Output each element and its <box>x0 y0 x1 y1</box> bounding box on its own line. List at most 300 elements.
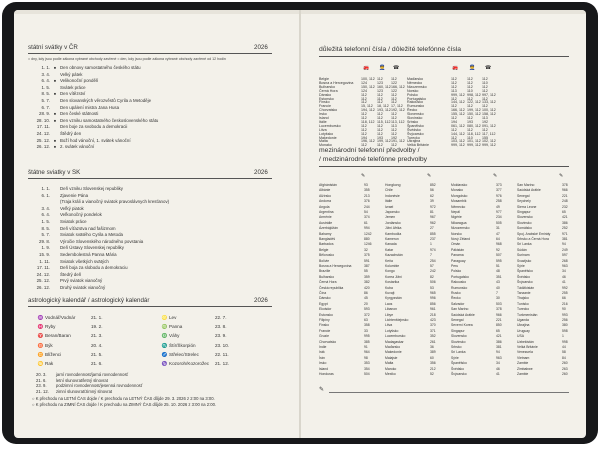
astro-sign-row <box>160 315 231 321</box>
intl-country: Argentina <box>319 210 334 214</box>
intl-code: 356 <box>430 361 436 366</box>
astro-sign-row <box>160 352 231 358</box>
holiday-date: 8. 5. <box>41 91 50 97</box>
intl-country: Norsko <box>451 231 462 236</box>
sk-holiday-row <box>28 265 128 270</box>
phones-cell: Portugalsko <box>407 96 426 101</box>
phones-cell: 110 <box>482 80 488 85</box>
phones-cell: Chorvatsko <box>319 108 338 113</box>
zodiac-name: Rak <box>45 361 54 366</box>
intl-code: 56 <box>430 188 434 193</box>
intl-country: Monako <box>451 188 464 193</box>
phones-cell: 112 <box>391 92 397 97</box>
intl-code: 963 <box>496 355 502 360</box>
phones-cell: 110 <box>467 88 473 93</box>
equinox-text: jarní rovnodennost/jarná rovnodennosť <box>56 372 129 377</box>
zodiac-date: 22. 7. <box>215 315 227 320</box>
astro-sign-row <box>36 333 107 339</box>
intl-country: Seychely <box>517 199 531 204</box>
zodiac-icon: ♈ <box>37 333 44 339</box>
phones-cell: 112 <box>482 96 488 101</box>
intl-country: Libye <box>385 312 394 317</box>
intl-country: Uganda <box>517 318 529 322</box>
phones-cell: 112 <box>482 127 488 132</box>
astro-sign-row <box>36 361 107 367</box>
cz-holiday-row <box>28 105 119 110</box>
sk-holiday-row <box>28 259 109 264</box>
intl-code: 372 <box>364 312 370 317</box>
equinox-date: 21. 12. <box>36 388 49 394</box>
equinox-row <box>36 378 108 383</box>
phones-header-icon: ☎ <box>485 65 492 71</box>
intl-country: Švédsko <box>517 274 531 279</box>
intl-rule <box>319 166 569 167</box>
intl-code: 353 <box>364 361 370 366</box>
phones-cell: Černá Hora <box>319 88 338 93</box>
intl-code: 248 <box>562 199 568 204</box>
holiday-date: 28. 10. <box>36 117 50 123</box>
sk-holiday-row <box>28 226 116 231</box>
intl-code: 595 <box>496 258 502 263</box>
intl-code: 1246 <box>364 242 372 247</box>
intl-code: 389 <box>430 350 436 355</box>
intl-code: 377 <box>496 188 502 193</box>
intl-country: Bangladéš <box>319 237 336 241</box>
holiday-name: Druhý sviatok vianočný <box>60 285 106 290</box>
intl-code: 33 <box>364 328 368 333</box>
left-page <box>14 10 299 438</box>
phones-cell: 160, 112 <box>377 84 391 89</box>
phones-cell: 199, 112 <box>377 139 391 144</box>
intl-code: 373 <box>496 183 502 187</box>
intl-country: Jižní Afrika <box>385 226 402 231</box>
phones-cell: 999, 112 <box>482 143 496 148</box>
phones-cell: 150, 112 <box>361 84 375 89</box>
zodiac-icon: ♏ <box>161 342 168 348</box>
intl-col-pen-icon: ✎ <box>427 173 432 179</box>
intl-country: Ázerbájdžán <box>319 226 338 231</box>
intl-country: Bolívie <box>319 258 330 263</box>
zodiac-name: Blíženci <box>45 351 62 357</box>
phones-cell: Bosna a Hercegovina <box>319 80 354 85</box>
sk-holidays-title: štátne sviatky v SK <box>28 169 81 176</box>
intl-country: Španělsko <box>451 361 467 366</box>
zodiac-name: Střelec/Strelec <box>169 351 199 357</box>
phones-cell: 112 <box>377 143 383 148</box>
intl-country: Tunisko <box>517 301 529 306</box>
intl-country: Hongkong <box>385 183 401 187</box>
sk-holiday-row <box>28 212 102 217</box>
intl-country: Kolumbie <box>385 264 400 268</box>
phones-cell: Itálie <box>319 119 327 124</box>
zodiac-date: 22. 11. <box>215 351 229 357</box>
intl-title-line2: / medzinárodné telefónne predvolby <box>319 156 428 163</box>
phones-title: důležitá telefonní čísla / dôležité telefónne čísla <box>319 46 462 53</box>
intl-country: Slovensko <box>451 334 467 339</box>
intl-code: 965 <box>430 291 436 295</box>
intl-country: Arménie <box>319 215 332 220</box>
phones-header-icon: 👮 <box>379 65 386 71</box>
intl-country: Zambie <box>517 361 529 366</box>
intl-code: 423 <box>430 318 436 322</box>
sk-holiday-row <box>28 245 124 250</box>
phones-cell: Velká Británie <box>407 143 429 148</box>
holiday-date: 28. 9. <box>39 111 50 117</box>
intl-country: Dánsko <box>319 296 331 301</box>
intl-col-pen-icon: ✎ <box>559 173 564 179</box>
intl-code: 385 <box>364 339 370 344</box>
sk-holidays-year: 2026 <box>254 169 268 176</box>
intl-code: 82 <box>430 274 434 279</box>
intl-country: Lotyšsko <box>385 328 399 333</box>
intl-code: 61 <box>364 220 368 225</box>
intl-country: Indonésie <box>385 193 400 198</box>
intl-code: 64 <box>496 237 500 241</box>
phones-cell: 144, 112 <box>451 131 465 136</box>
holiday-mark: ● <box>53 137 57 143</box>
zodiac-date: 23. 9. <box>215 333 227 339</box>
intl-country: Zambie <box>517 372 529 376</box>
cz-holiday-row <box>28 131 81 136</box>
zodiac-date: 21. 12. <box>215 361 230 366</box>
intl-country: Slovinsko <box>451 339 466 344</box>
phones-cell: 998, 112 <box>467 92 481 97</box>
holiday-date: 25. 12. <box>36 137 50 143</box>
zodiac-icon: ♋ <box>37 361 44 366</box>
intl-code: 27 <box>430 226 434 231</box>
intl-code: 971 <box>562 231 568 236</box>
intl-code: 355 <box>364 188 370 193</box>
phones-cell: 112 <box>377 96 383 101</box>
intl-country: Peru <box>451 264 459 268</box>
intl-code: 966 <box>496 312 502 317</box>
sk-holiday-row <box>28 272 81 277</box>
intl-country: Egypt <box>319 301 328 306</box>
intl-code: 57 <box>430 264 434 268</box>
intl-code: 36 <box>430 345 434 349</box>
pen-icon: ✎ <box>319 387 325 393</box>
holiday-name: Štedrý deň <box>60 271 82 277</box>
intl-code: 992 <box>562 285 568 290</box>
intl-country: Maďarsko <box>385 345 401 349</box>
phones-cell: 102, 112 <box>482 139 496 144</box>
phones-cell: 080, 112 <box>467 123 481 128</box>
holiday-name: Deň boja za slobodu a demokraciu <box>60 265 128 271</box>
zodiac-date: 21. 1. <box>91 315 103 320</box>
intl-country: Bosna a Hercegovina <box>319 264 352 268</box>
intl-code: 993 <box>562 312 568 317</box>
phones-cell: 112 <box>391 77 397 81</box>
phones-cell: Irsko <box>319 112 327 117</box>
intl-country: Moldavsko <box>451 183 468 187</box>
phones-cell: 997, 112 <box>482 92 496 97</box>
intl-country: San Marino <box>517 183 535 187</box>
holiday-name: Deň vzniku Slovenskej republiky <box>60 186 123 191</box>
intl-country: Černá Hora <box>319 280 337 285</box>
holiday-name: Velký pátek <box>60 71 83 77</box>
intl-code: 249 <box>562 247 568 252</box>
zodiac-date: 21. 3. <box>91 333 103 339</box>
intl-country: Rakousko <box>451 280 467 285</box>
intl-country: Slovensko <box>517 215 533 220</box>
intl-country: Írán <box>319 355 325 360</box>
zodiac-icon: ♉ <box>37 342 44 348</box>
phones-cell: 118, 112 <box>361 119 375 124</box>
intl-code: 34 <box>496 361 500 366</box>
intl-country: Saúdská Arábie <box>517 188 541 193</box>
intl-code: 93 <box>364 183 368 187</box>
intl-code: 94 <box>562 242 566 247</box>
intl-country: Litva <box>385 323 393 328</box>
intl-code: 218 <box>430 312 436 317</box>
intl-code: 54 <box>364 210 368 214</box>
zodiac-name: Váhy <box>169 333 180 339</box>
phones-cell: 112 <box>482 104 488 109</box>
phones-cell: 112 <box>361 92 367 97</box>
phones-cell: 112 <box>467 96 473 101</box>
phones-cell: Bulharsko <box>319 84 335 89</box>
phones-cell: 999, 112 <box>467 143 481 148</box>
zodiac-date: 21. 6. <box>91 361 103 366</box>
intl-code: 591 <box>364 258 370 263</box>
phones-cell: Monako <box>319 143 332 148</box>
phones-cell: 103, 112 <box>451 139 465 144</box>
intl-country: Laos <box>385 301 393 306</box>
intl-code: 351 <box>496 274 502 279</box>
intl-country: Velká Británie <box>517 345 538 349</box>
intl-code: 976 <box>496 193 502 198</box>
sk-holiday-row <box>28 219 87 224</box>
intl-code: 386 <box>562 220 568 225</box>
intl-code: 378 <box>562 183 568 187</box>
holiday-name: Den české státnosti <box>60 111 99 117</box>
holiday-name: Boží hod vánoční, 1. svátek vánoční <box>60 137 131 143</box>
intl-country: Estonsko <box>319 312 333 317</box>
phones-cell: Rumunsko <box>407 104 425 109</box>
phones-cell: 191, 112 <box>391 139 405 144</box>
holiday-mark: ● <box>53 117 57 123</box>
phones-cell: 112 <box>361 127 367 132</box>
intl-country: Svazijsko <box>517 258 532 263</box>
intl-code: 850 <box>496 323 502 328</box>
intl-code: 380 <box>562 323 568 328</box>
zodiac-icon: ♌ <box>161 315 168 320</box>
intl-country: Kazachstán <box>385 253 403 258</box>
zodiac-icon: ♒ <box>37 315 44 320</box>
intl-country: Vietnam <box>517 355 530 360</box>
holiday-name: Sviatok všetkých svätých <box>60 258 109 264</box>
phones-cell: 194, 112 <box>361 108 375 113</box>
astro-sign-row <box>160 361 231 367</box>
intl-country: Zimbabwe <box>517 366 533 371</box>
phones-cell: 193 <box>467 119 473 124</box>
intl-country: Austrálie <box>319 220 333 225</box>
phones-cell: 112 <box>467 116 473 120</box>
zodiac-date: 23. 10. <box>215 342 230 348</box>
intl-code: 382 <box>364 280 370 285</box>
intl-country: Turkmenistán <box>517 312 538 317</box>
intl-code: 268 <box>562 258 568 263</box>
intl-col-pen-icon: ✎ <box>361 173 366 179</box>
holiday-name: Veľký piatok <box>60 205 84 211</box>
holiday-date: 5. 7. <box>41 98 50 103</box>
phones-header-icon: 🚒 <box>452 65 459 71</box>
intl-country: Chorvatsko <box>319 339 337 344</box>
phones-cell: 122 <box>391 88 397 93</box>
intl-country: Srí Lanka <box>517 242 532 247</box>
equinox-row <box>36 372 128 377</box>
intl-code: 597 <box>562 253 568 258</box>
intl-code: 1 <box>430 242 432 247</box>
phones-cell: 113 <box>482 116 488 120</box>
phones-cell: Španělsko <box>407 123 424 128</box>
intl-code: 65 <box>562 210 566 214</box>
cz-holiday-row <box>28 111 98 116</box>
cz-holiday-row <box>28 78 98 83</box>
intl-country: Alžírsko <box>319 193 332 198</box>
intl-country: Čína <box>319 291 327 295</box>
intl-country: Srbsko <box>451 345 462 349</box>
intl-code: 260 <box>562 361 568 366</box>
intl-country: Kanada <box>385 242 397 247</box>
phones-cell: 155, 112 <box>451 112 465 117</box>
cz-holiday-row <box>28 85 86 90</box>
holiday-date: 1. 5. <box>41 219 50 224</box>
intl-country: Jemen <box>385 215 396 220</box>
phones-cell: 112 <box>467 84 473 89</box>
holiday-mark: ● <box>53 111 57 117</box>
astro-year: 2026 <box>254 297 268 304</box>
intl-country: Gruzie <box>319 334 329 339</box>
intl-code: 381 <box>562 237 568 241</box>
intl-country: Itálie <box>385 199 393 204</box>
holiday-name: Výročie Slovenského národného povstania <box>60 238 144 244</box>
intl-country: Nikaragua <box>451 220 467 225</box>
equinox-text: letní slunovrat/letný slnovrat <box>56 377 108 383</box>
intl-country: Rusko <box>451 291 461 295</box>
intl-country: Kuvajt <box>385 291 395 295</box>
intl-country: Kostarika <box>385 280 400 285</box>
intl-code: 52 <box>430 372 434 376</box>
intl-country: Thajsko <box>517 296 529 301</box>
intl-country: Irák <box>319 350 325 355</box>
phones-cell: 118, 112 <box>467 131 481 136</box>
intl-code: 51 <box>496 264 500 268</box>
intl-col-pen-icon: ✎ <box>493 173 498 179</box>
intl-country: Omán <box>451 242 461 247</box>
phones-cell: 112 <box>377 127 383 132</box>
phones-cell: 112 <box>391 112 397 117</box>
intl-country: Filipíny <box>319 318 330 322</box>
intl-country: Brazílie <box>319 269 331 274</box>
phones-header-icon: 👮 <box>469 65 476 71</box>
phones-cell: 196, 112 <box>361 139 375 144</box>
intl-country: Chile <box>385 188 393 193</box>
intl-country: Řecko <box>451 296 461 301</box>
intl-code: 81 <box>430 210 434 214</box>
phones-cell: 194 <box>361 135 367 140</box>
intl-country: Švédsko <box>451 366 465 371</box>
intl-country: Katar <box>385 247 394 252</box>
phones-cell: 112 <box>391 100 397 105</box>
astro-sign-row <box>36 343 107 349</box>
astro-sign-row <box>160 343 231 349</box>
intl-code: 995 <box>364 334 370 339</box>
intl-country: Somálsko <box>517 226 532 231</box>
phones-cell: 112 <box>451 116 457 120</box>
phones-cell: 112 <box>361 112 367 117</box>
intl-code: 63 <box>364 318 368 322</box>
phones-cell: 117, 112 <box>482 131 496 136</box>
holiday-date: 3. 4. <box>41 71 50 77</box>
cz-holiday-row <box>28 144 94 149</box>
phones-cell: 112 <box>467 80 473 85</box>
phones-cell: 112 <box>377 116 383 120</box>
sk-holiday-row <box>28 278 102 283</box>
intl-code: 58 <box>562 350 566 355</box>
phones-cell: 112 <box>361 131 367 136</box>
intl-country: Španělsko <box>517 269 533 274</box>
phones-cell: 112 <box>451 135 457 140</box>
sk-holidays-rule <box>28 178 272 179</box>
zodiac-name: Vodnář/Vodnár <box>45 315 76 320</box>
zodiac-name: Štír/Škorpión <box>169 342 196 348</box>
intl-code: 41 <box>496 372 500 376</box>
phones-cell: 112 <box>361 143 367 148</box>
holiday-name: Den vzniku samostatného československého státu <box>60 117 159 123</box>
holiday-date: 26. 12. <box>36 285 50 290</box>
intl-code: 962 <box>430 220 436 225</box>
intl-country: Bělorusko <box>319 253 335 258</box>
intl-code: 252 <box>562 226 568 231</box>
intl-code: 213 <box>364 193 370 198</box>
right-page-top-band <box>301 10 586 14</box>
phones-cell: 158, 112 <box>482 112 496 117</box>
zodiac-name: Panna <box>169 324 183 330</box>
intl-code: 507 <box>496 253 502 258</box>
intl-code: 46 <box>496 366 500 371</box>
intl-code: 55 <box>364 269 368 274</box>
intl-code: 234 <box>496 215 502 220</box>
holiday-name: Den upálení mistra Jana Husa <box>60 104 120 110</box>
intl-country: Surinam <box>517 253 530 258</box>
intl-country: Mongolsko <box>451 193 468 198</box>
holiday-name: 2. svátek vánoční <box>60 144 95 150</box>
cz-holiday-row <box>28 91 85 96</box>
intl-country: Nový Zéland <box>451 237 471 241</box>
intl-country: Keňa <box>385 258 393 263</box>
phones-cell: 123 <box>377 88 383 93</box>
intl-country: Česká republika <box>319 285 344 290</box>
intl-code: 90 <box>562 307 566 312</box>
dst-note: ○ K přechodu na LETNÍ ČAS dojde / K prechodu na LETNÝ ČAS dôjde 29. 3. 2026 z 2:00 na 3:00. <box>32 396 215 401</box>
cz-holidays-rule <box>28 53 272 54</box>
intl-country: San Marino <box>451 307 469 312</box>
intl-country: Bahamy <box>319 231 332 236</box>
phones-cell: 112 <box>377 131 383 136</box>
equinox-text: podzimní rovnodennost/jesenná rovnodennosť <box>56 383 143 389</box>
intl-code: 961 <box>430 307 436 312</box>
phones-cell: 166, 112 <box>391 84 405 89</box>
cz-holiday-row <box>28 118 158 123</box>
intl-country: Singapur <box>517 210 531 214</box>
phones-cell: 113, 112 <box>391 119 405 124</box>
equinox-text: zimní slunovrat/zimný slnovrat <box>56 388 113 394</box>
cz-holidays-title: státní svátky v ČR <box>28 44 78 51</box>
zodiac-date: 21. 5. <box>91 351 103 357</box>
intl-code: 221 <box>496 318 502 322</box>
intl-country: Polsko <box>451 269 462 274</box>
